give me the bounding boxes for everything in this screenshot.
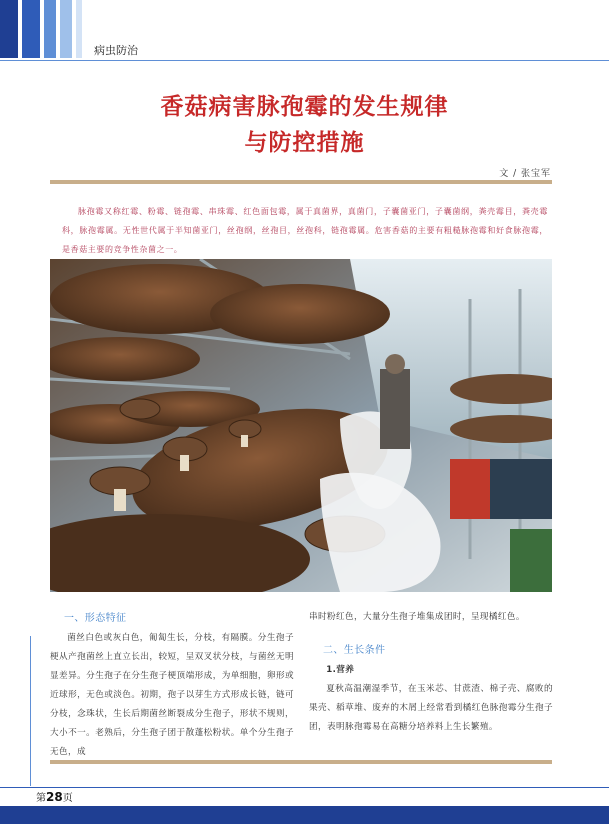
page-prefix: 第 <box>36 793 46 804</box>
continued-text: 串时粉红色，大量分生孢子堆集成团时，呈现橘红色。 <box>309 612 525 622</box>
header-divider <box>0 60 609 61</box>
footer-divider <box>0 787 609 788</box>
footer-bar <box>0 806 609 824</box>
right-column <box>309 608 553 737</box>
header-bar <box>22 0 40 58</box>
header-bar <box>76 0 82 58</box>
section-heading: 一、形态特征 <box>64 613 127 624</box>
left-column <box>50 611 294 762</box>
article-title-line-1: 香菇病害脉孢霉的发生规律 <box>160 93 449 120</box>
section-heading: 二、生长条件 <box>323 645 386 656</box>
page-number-value: 28 <box>46 790 63 804</box>
section-body: 夏秋高温潮湿季节，在玉米芯、甘蔗渣、棉子壳、腐败的果壳、稻草堆、废弃的木屑上经常看到橘红色脉孢霉分生孢子团，表明脉孢霉易在高糖分培养料上生长繁殖。 <box>309 684 553 732</box>
page-number <box>36 789 73 804</box>
subsection-heading: 1.营养 <box>326 665 355 675</box>
column-accent-line <box>30 636 31 786</box>
header-bar <box>60 0 72 58</box>
author-byline: 文 / 张宝军 <box>499 169 551 179</box>
title-divider <box>50 180 552 184</box>
article-title-line-2: 与防控措施 <box>244 129 365 156</box>
header-bar <box>0 0 18 58</box>
mushroom-logs-photo <box>50 259 552 592</box>
section-label: 病虫防治 <box>94 44 138 57</box>
header-decoration <box>0 0 90 60</box>
bottom-divider <box>50 760 552 764</box>
article-abstract: 脉孢霉又称红霉、粉霉、链孢霉、串珠霉、红色面包霉，属于真菌界，真菌门，子囊菌亚门，子囊菌纲，粪壳霉目，粪壳霉科，脉孢霉属。无性世代属于半知菌亚门，丝孢纲，丝孢目，丝孢科，链孢霉属。危害香菇的主要有粗糙脉孢霉和好食脉孢霉，是香菇主要的竞争性杂菌之一。 <box>62 207 548 254</box>
header-bar <box>44 0 56 58</box>
page-suffix: 页 <box>62 793 73 804</box>
section-body: 菌丝白色或灰白色，匍匐生长，分枝，有隔膜。分生孢子梗从产孢菌丝上直立长出，较短，呈双叉状分枝，与菌丝无明显差异。分生孢子在分生孢子梗顶端形成，为单细胞，卵形或近球形，无色或淡色。初期，孢子以芽生方式形成长链，链可分枝，念珠状，生长后期菌丝断裂成分生孢子，形状不规则，大小不一。老熟后，分生孢子团于散蓬松粉状。单个分生孢子无色，成 <box>50 633 294 757</box>
